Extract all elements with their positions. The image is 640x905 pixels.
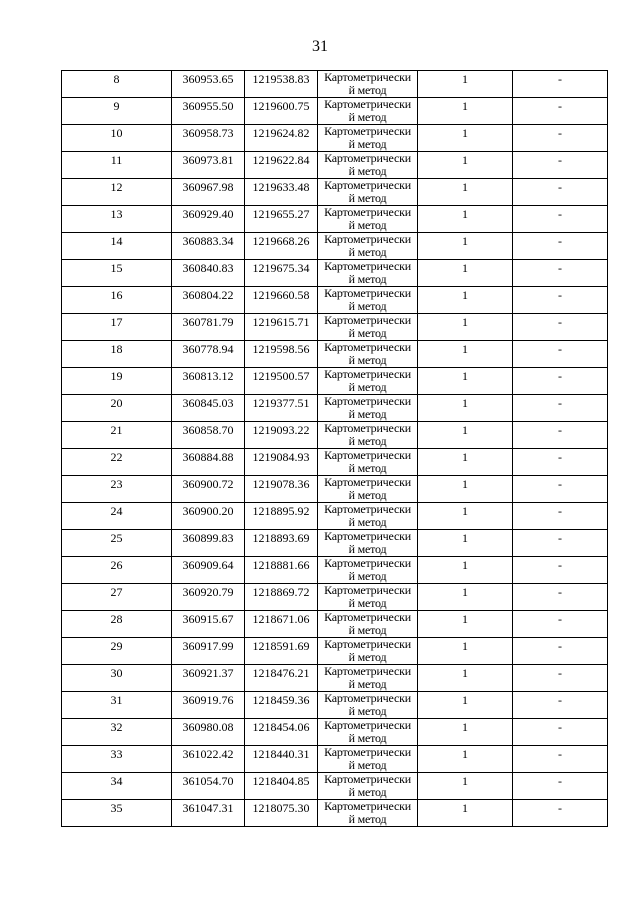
x-coordinate-cell: 360917.99 — [172, 638, 245, 665]
table-row — [62, 503, 608, 530]
description-cell: - — [513, 476, 608, 503]
method-text-line2: й метод — [348, 353, 387, 367]
y-coordinate-cell: 1219084.93 — [245, 449, 318, 476]
point-number-cell: 30 — [62, 665, 172, 692]
method-cell — [318, 179, 418, 206]
accuracy-cell: 1 — [418, 314, 513, 341]
point-number-cell: 33 — [62, 746, 172, 773]
method-text-line1: Картометрически — [324, 556, 411, 570]
description-cell: - — [513, 287, 608, 314]
table-row — [62, 125, 608, 152]
method-text-line2: й метод — [348, 299, 387, 313]
description-cell: - — [513, 719, 608, 746]
x-coordinate-cell: 360813.12 — [172, 368, 245, 395]
method-cell — [318, 530, 418, 557]
y-coordinate-cell: 1218075.30 — [245, 800, 318, 827]
method-text-line1: Картометрически — [324, 664, 411, 678]
y-coordinate-cell: 1219598.56 — [245, 341, 318, 368]
point-number-cell: 26 — [62, 557, 172, 584]
y-coordinate-cell: 1219078.36 — [245, 476, 318, 503]
point-number-cell: 19 — [62, 368, 172, 395]
table-row — [62, 746, 608, 773]
table-row — [62, 233, 608, 260]
method-text-line1: Картометрически — [324, 799, 411, 813]
method-cell — [318, 233, 418, 260]
method-cell — [318, 260, 418, 287]
point-number-cell: 21 — [62, 422, 172, 449]
method-text-line1: Картометрически — [324, 637, 411, 651]
method-cell — [318, 152, 418, 179]
y-coordinate-cell: 1219655.27 — [245, 206, 318, 233]
table-row — [62, 449, 608, 476]
y-coordinate-cell: 1219538.83 — [245, 71, 318, 98]
method-text-line2: й метод — [348, 677, 387, 691]
x-coordinate-cell: 360900.20 — [172, 503, 245, 530]
method-text-line2: й метод — [348, 704, 387, 718]
point-number-cell: 31 — [62, 692, 172, 719]
description-cell: - — [513, 395, 608, 422]
x-coordinate-cell: 360845.03 — [172, 395, 245, 422]
accuracy-cell: 1 — [418, 719, 513, 746]
accuracy-cell: 1 — [418, 125, 513, 152]
method-text-line2: й метод — [348, 812, 387, 826]
description-cell: - — [513, 152, 608, 179]
point-number-cell: 11 — [62, 152, 172, 179]
point-number-cell: 18 — [62, 341, 172, 368]
method-cell — [318, 125, 418, 152]
description-cell: - — [513, 206, 608, 233]
x-coordinate-cell: 360919.76 — [172, 692, 245, 719]
method-text-line1: Картометрически — [324, 367, 411, 381]
accuracy-cell: 1 — [418, 584, 513, 611]
x-coordinate-cell: 360909.64 — [172, 557, 245, 584]
method-text-line1: Картометрически — [324, 610, 411, 624]
table-row — [62, 314, 608, 341]
method-cell — [318, 746, 418, 773]
method-text-line1: Картометрически — [324, 421, 411, 435]
x-coordinate-cell: 360840.83 — [172, 260, 245, 287]
point-number-cell: 25 — [62, 530, 172, 557]
method-cell — [318, 584, 418, 611]
y-coordinate-cell: 1219622.84 — [245, 152, 318, 179]
method-text-line1: Картометрически — [324, 583, 411, 597]
y-coordinate-cell: 1218671.06 — [245, 611, 318, 638]
accuracy-cell: 1 — [418, 152, 513, 179]
accuracy-cell: 1 — [418, 341, 513, 368]
x-coordinate-cell: 360953.65 — [172, 71, 245, 98]
method-text-line2: й метод — [348, 272, 387, 286]
method-cell — [318, 692, 418, 719]
method-text-line1: Картометрически — [324, 448, 411, 462]
accuracy-cell: 1 — [418, 638, 513, 665]
method-text-line1: Картометрически — [324, 178, 411, 192]
method-text-line1: Картометрически — [324, 502, 411, 516]
y-coordinate-cell: 1219624.82 — [245, 125, 318, 152]
table-row — [62, 98, 608, 125]
method-text-line1: Картометрически — [324, 772, 411, 786]
page-number: 31 — [312, 38, 328, 55]
coordinates-table-body — [62, 71, 608, 827]
point-number-cell: 8 — [62, 71, 172, 98]
description-cell: - — [513, 746, 608, 773]
accuracy-cell: 1 — [418, 422, 513, 449]
method-cell — [318, 638, 418, 665]
method-cell — [318, 98, 418, 125]
description-cell: - — [513, 638, 608, 665]
x-coordinate-cell: 360920.79 — [172, 584, 245, 611]
accuracy-cell: 1 — [418, 557, 513, 584]
method-text-line1: Картометрически — [324, 286, 411, 300]
table-row — [62, 584, 608, 611]
method-text-line2: й метод — [348, 650, 387, 664]
description-cell: - — [513, 368, 608, 395]
description-cell: - — [513, 584, 608, 611]
point-number-cell: 13 — [62, 206, 172, 233]
point-number-cell: 9 — [62, 98, 172, 125]
table-row — [62, 206, 608, 233]
accuracy-cell: 1 — [418, 692, 513, 719]
method-text-line2: й метод — [348, 164, 387, 178]
accuracy-cell: 1 — [418, 260, 513, 287]
accuracy-cell: 1 — [418, 611, 513, 638]
x-coordinate-cell: 360804.22 — [172, 287, 245, 314]
table-row — [62, 476, 608, 503]
accuracy-cell: 1 — [418, 800, 513, 827]
y-coordinate-cell: 1219615.71 — [245, 314, 318, 341]
y-coordinate-cell: 1218591.69 — [245, 638, 318, 665]
table-row — [62, 287, 608, 314]
method-text-line1: Картометрически — [324, 97, 411, 111]
accuracy-cell: 1 — [418, 746, 513, 773]
method-text-line2: й метод — [348, 623, 387, 637]
method-text-line2: й метод — [348, 137, 387, 151]
description-cell: - — [513, 125, 608, 152]
table-row — [62, 71, 608, 98]
method-text-line2: й метод — [348, 596, 387, 610]
method-cell — [318, 422, 418, 449]
table-row — [62, 368, 608, 395]
method-text-line1: Картометрически — [324, 475, 411, 489]
accuracy-cell: 1 — [418, 530, 513, 557]
point-number-cell: 16 — [62, 287, 172, 314]
accuracy-cell: 1 — [418, 665, 513, 692]
x-coordinate-cell: 360883.34 — [172, 233, 245, 260]
table-row — [62, 557, 608, 584]
method-text-line1: Картометрически — [324, 259, 411, 273]
method-text-line2: й метод — [348, 407, 387, 421]
x-coordinate-cell: 360858.70 — [172, 422, 245, 449]
method-text-line1: Картометрически — [324, 124, 411, 138]
description-cell: - — [513, 611, 608, 638]
y-coordinate-cell: 1218881.66 — [245, 557, 318, 584]
point-number-cell: 24 — [62, 503, 172, 530]
description-cell: - — [513, 773, 608, 800]
x-coordinate-cell: 360973.81 — [172, 152, 245, 179]
table-row — [62, 800, 608, 827]
y-coordinate-cell: 1218476.21 — [245, 665, 318, 692]
description-cell: - — [513, 692, 608, 719]
method-text-line2: й метод — [348, 83, 387, 97]
table-row — [62, 773, 608, 800]
y-coordinate-cell: 1218893.69 — [245, 530, 318, 557]
table-row — [62, 719, 608, 746]
table-row — [62, 530, 608, 557]
point-number-cell: 23 — [62, 476, 172, 503]
method-cell — [318, 800, 418, 827]
method-text-line2: й метод — [348, 515, 387, 529]
x-coordinate-cell: 360915.67 — [172, 611, 245, 638]
y-coordinate-cell: 1219377.51 — [245, 395, 318, 422]
method-text-line1: Картометрически — [324, 529, 411, 543]
description-cell: - — [513, 314, 608, 341]
method-text-line2: й метод — [348, 110, 387, 124]
table-row — [62, 422, 608, 449]
y-coordinate-cell: 1219660.58 — [245, 287, 318, 314]
accuracy-cell: 1 — [418, 233, 513, 260]
method-text-line1: Картометрически — [324, 340, 411, 354]
point-number-cell: 17 — [62, 314, 172, 341]
x-coordinate-cell: 361054.70 — [172, 773, 245, 800]
method-cell — [318, 503, 418, 530]
x-coordinate-cell: 361022.42 — [172, 746, 245, 773]
method-cell — [318, 314, 418, 341]
accuracy-cell: 1 — [418, 206, 513, 233]
y-coordinate-cell: 1219675.34 — [245, 260, 318, 287]
accuracy-cell: 1 — [418, 98, 513, 125]
method-text-line1: Картометрически — [324, 718, 411, 732]
method-cell — [318, 557, 418, 584]
method-text-line2: й метод — [348, 434, 387, 448]
point-number-cell: 35 — [62, 800, 172, 827]
point-number-cell: 15 — [62, 260, 172, 287]
point-number-cell: 12 — [62, 179, 172, 206]
table-row — [62, 260, 608, 287]
x-coordinate-cell: 360958.73 — [172, 125, 245, 152]
method-cell — [318, 341, 418, 368]
coordinates-table — [61, 70, 608, 827]
description-cell: - — [513, 557, 608, 584]
method-text-line1: Картометрически — [324, 205, 411, 219]
method-text-line1: Картометрически — [324, 394, 411, 408]
point-number-cell: 28 — [62, 611, 172, 638]
x-coordinate-cell: 360967.98 — [172, 179, 245, 206]
description-cell: - — [513, 530, 608, 557]
table-row — [62, 179, 608, 206]
description-cell: - — [513, 341, 608, 368]
method-text-line2: й метод — [348, 461, 387, 475]
y-coordinate-cell: 1218404.85 — [245, 773, 318, 800]
description-cell: - — [513, 800, 608, 827]
method-text-line2: й метод — [348, 785, 387, 799]
table-row — [62, 638, 608, 665]
y-coordinate-cell: 1218895.92 — [245, 503, 318, 530]
point-number-cell: 29 — [62, 638, 172, 665]
table-row — [62, 611, 608, 638]
method-cell — [318, 206, 418, 233]
x-coordinate-cell: 360955.50 — [172, 98, 245, 125]
x-coordinate-cell: 361047.31 — [172, 800, 245, 827]
method-text-line1: Картометрически — [324, 313, 411, 327]
description-cell: - — [513, 260, 608, 287]
method-cell — [318, 476, 418, 503]
method-cell — [318, 395, 418, 422]
accuracy-cell: 1 — [418, 773, 513, 800]
method-cell — [318, 665, 418, 692]
accuracy-cell: 1 — [418, 476, 513, 503]
method-text-line2: й метод — [348, 569, 387, 583]
accuracy-cell: 1 — [418, 368, 513, 395]
y-coordinate-cell: 1219500.57 — [245, 368, 318, 395]
x-coordinate-cell: 360781.79 — [172, 314, 245, 341]
x-coordinate-cell: 360921.37 — [172, 665, 245, 692]
method-cell — [318, 773, 418, 800]
description-cell: - — [513, 665, 608, 692]
x-coordinate-cell: 360884.88 — [172, 449, 245, 476]
description-cell: - — [513, 233, 608, 260]
x-coordinate-cell: 360778.94 — [172, 341, 245, 368]
point-number-cell: 22 — [62, 449, 172, 476]
x-coordinate-cell: 360900.72 — [172, 476, 245, 503]
method-text-line2: й метод — [348, 758, 387, 772]
y-coordinate-cell: 1218869.72 — [245, 584, 318, 611]
method-text-line1: Картометрически — [324, 691, 411, 705]
table-row — [62, 395, 608, 422]
point-number-cell: 27 — [62, 584, 172, 611]
method-cell — [318, 287, 418, 314]
description-cell: - — [513, 422, 608, 449]
table-row — [62, 152, 608, 179]
y-coordinate-cell: 1219600.75 — [245, 98, 318, 125]
method-text-line2: й метод — [348, 191, 387, 205]
accuracy-cell: 1 — [418, 395, 513, 422]
y-coordinate-cell: 1218459.36 — [245, 692, 318, 719]
y-coordinate-cell: 1219633.48 — [245, 179, 318, 206]
table-row — [62, 665, 608, 692]
method-cell — [318, 611, 418, 638]
point-number-cell: 34 — [62, 773, 172, 800]
x-coordinate-cell: 360980.08 — [172, 719, 245, 746]
method-cell — [318, 449, 418, 476]
accuracy-cell: 1 — [418, 449, 513, 476]
method-cell — [318, 719, 418, 746]
y-coordinate-cell: 1219093.22 — [245, 422, 318, 449]
method-cell — [318, 71, 418, 98]
x-coordinate-cell: 360899.83 — [172, 530, 245, 557]
method-text-line2: й метод — [348, 326, 387, 340]
description-cell: - — [513, 503, 608, 530]
accuracy-cell: 1 — [418, 287, 513, 314]
method-text-line2: й метод — [348, 488, 387, 502]
y-coordinate-cell: 1218454.06 — [245, 719, 318, 746]
point-number-cell: 20 — [62, 395, 172, 422]
y-coordinate-cell: 1218440.31 — [245, 746, 318, 773]
method-text-line2: й метод — [348, 245, 387, 259]
point-number-cell: 32 — [62, 719, 172, 746]
description-cell: - — [513, 98, 608, 125]
accuracy-cell: 1 — [418, 179, 513, 206]
method-cell — [318, 368, 418, 395]
y-coordinate-cell: 1219668.26 — [245, 233, 318, 260]
method-text-line2: й метод — [348, 731, 387, 745]
method-text-line1: Картометрически — [324, 70, 411, 84]
point-number-cell: 10 — [62, 125, 172, 152]
method-text-line1: Картометрически — [324, 745, 411, 759]
method-text-line1: Картометрически — [324, 151, 411, 165]
table-row — [62, 341, 608, 368]
table-row — [62, 692, 608, 719]
accuracy-cell: 1 — [418, 503, 513, 530]
description-cell: - — [513, 71, 608, 98]
accuracy-cell: 1 — [418, 71, 513, 98]
method-text-line2: й метод — [348, 542, 387, 556]
point-number-cell: 14 — [62, 233, 172, 260]
method-text-line2: й метод — [348, 218, 387, 232]
method-text-line2: й метод — [348, 380, 387, 394]
description-cell: - — [513, 449, 608, 476]
description-cell: - — [513, 179, 608, 206]
method-text-line1: Картометрически — [324, 232, 411, 246]
x-coordinate-cell: 360929.40 — [172, 206, 245, 233]
